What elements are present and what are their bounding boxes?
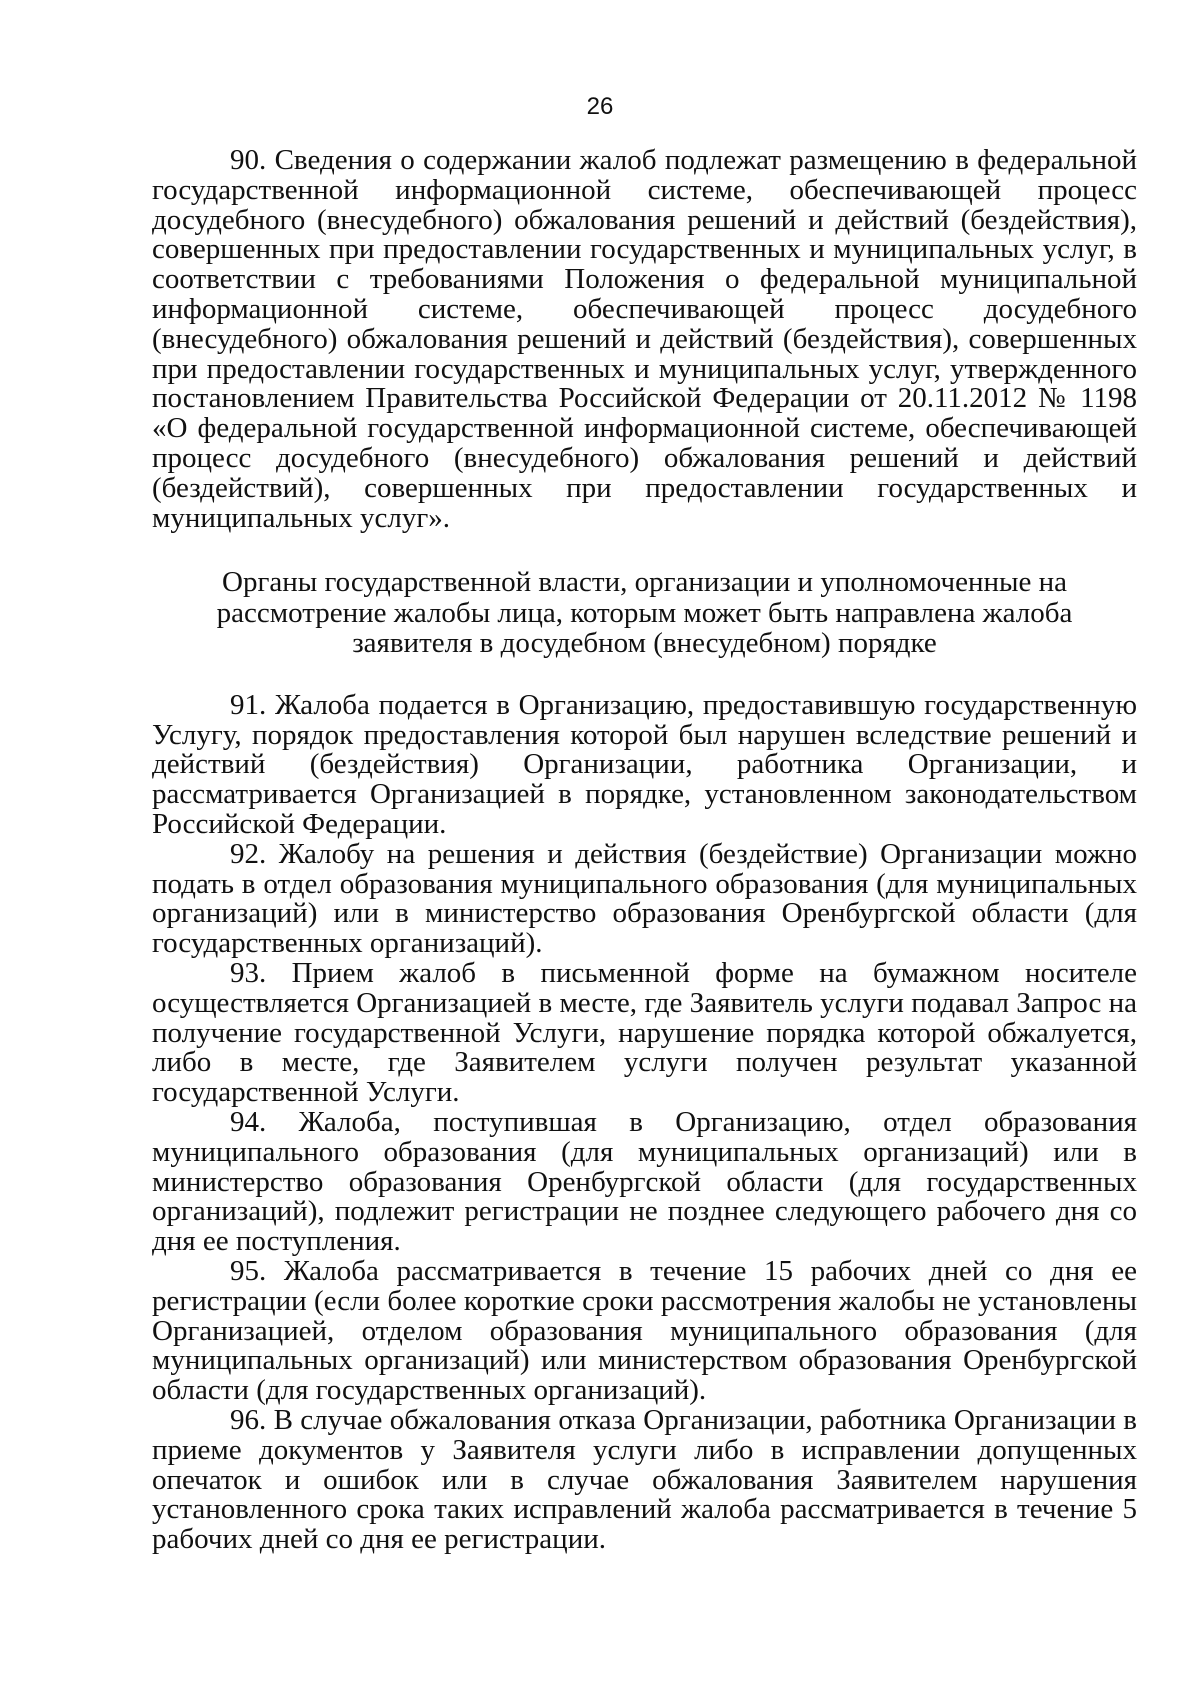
paragraph-92: 92. Жалобу на решения и действия (бездействие) Организации можно подать в отдел образования муниципального образования (для муниципальных организаций) или в министерство образования Оренбургской области (для государственных организаций). — [152, 837, 1137, 960]
paragraph-93: 93. Прием жалоб в письменной форме на бумажном носителе осуществляется Организацией в месте, где Заявитель услуги подавал Запрос на получение государственной Услуги, нарушение порядка которой обжалуется, либо в месте, где Заявителем услуги получен результат указанной государственной Услуги. — [152, 957, 1137, 1109]
paragraph-91: 91. Жалоба подается в Организацию, предоставившую государственную Услугу, порядок предоставления которой был нарушен вследствие решений и действий (бездействия) Организации, работника Организации, и рассматривается Организацией в порядке, установленном законодательством Российской Федерации. — [152, 688, 1137, 841]
paragraph-90: 90. Сведения о содержании жалоб подлежат размещению в федеральной государственной информационной системе, обеспечивающей процесс досудебного (внесудебного) обжалования решений и действий (бездействия), совершенных при предоставлении государственных и муниципальных услуг, в соответствии с требованиями Положения о федеральной муниципальной информационной системе, обеспечивающей процесс досудебного (внесудебного) обжалования решений и действий (бездействия), совершенных при предоставлении государственных и муниципальных услуг, утвержденного постановлением Правительства Российской Федерации от 20.11.2012 № 1198 «О федеральной государственной информационной системе, обеспечивающей процесс досудебного (внесудебного) обжалования решений и действий (бездействий), совершенных при предоставлении государственных и муниципальных услуг». — [152, 144, 1137, 534]
section-heading: Органы государственной власти, организации и уполномоченные на рассмотрение жалобы лица, которым может быть направлена жалоба заявителя в досудебном (внесудебном) порядке — [216, 566, 1073, 660]
page-number: 26 — [586, 93, 614, 120]
paragraph-94: 94. Жалоба, поступившая в Организацию, отдел образования муниципального образования (для муниципальных организаций) или в министерство образования Оренбургской области (для государственных организаций), подлежит регистрации не позднее следующего рабочего дня со дня ее поступления. — [152, 1106, 1137, 1258]
paragraph-95: 95. Жалоба рассматривается в течение 15 рабочих дней со дня ее регистрации (если более короткие сроки рассмотрения жалобы не установлены Организацией, отделом образования муниципального образования (для муниципальных организаций) или министерством образования Оренбургской области (для государственных организаций). — [152, 1255, 1137, 1407]
document-body — [152, 146, 1137, 1555]
paragraph-96: 96. В случае обжалования отказа Организации, работника Организации в приеме документов у Заявителя услуги либо в исправлении допущенных опечаток и ошибок или в случае обжалования Заявителем нарушения установленного срока таких исправлений жалоба рассматривается в течение 5 рабочих дней со дня ее регистрации. — [152, 1403, 1137, 1556]
